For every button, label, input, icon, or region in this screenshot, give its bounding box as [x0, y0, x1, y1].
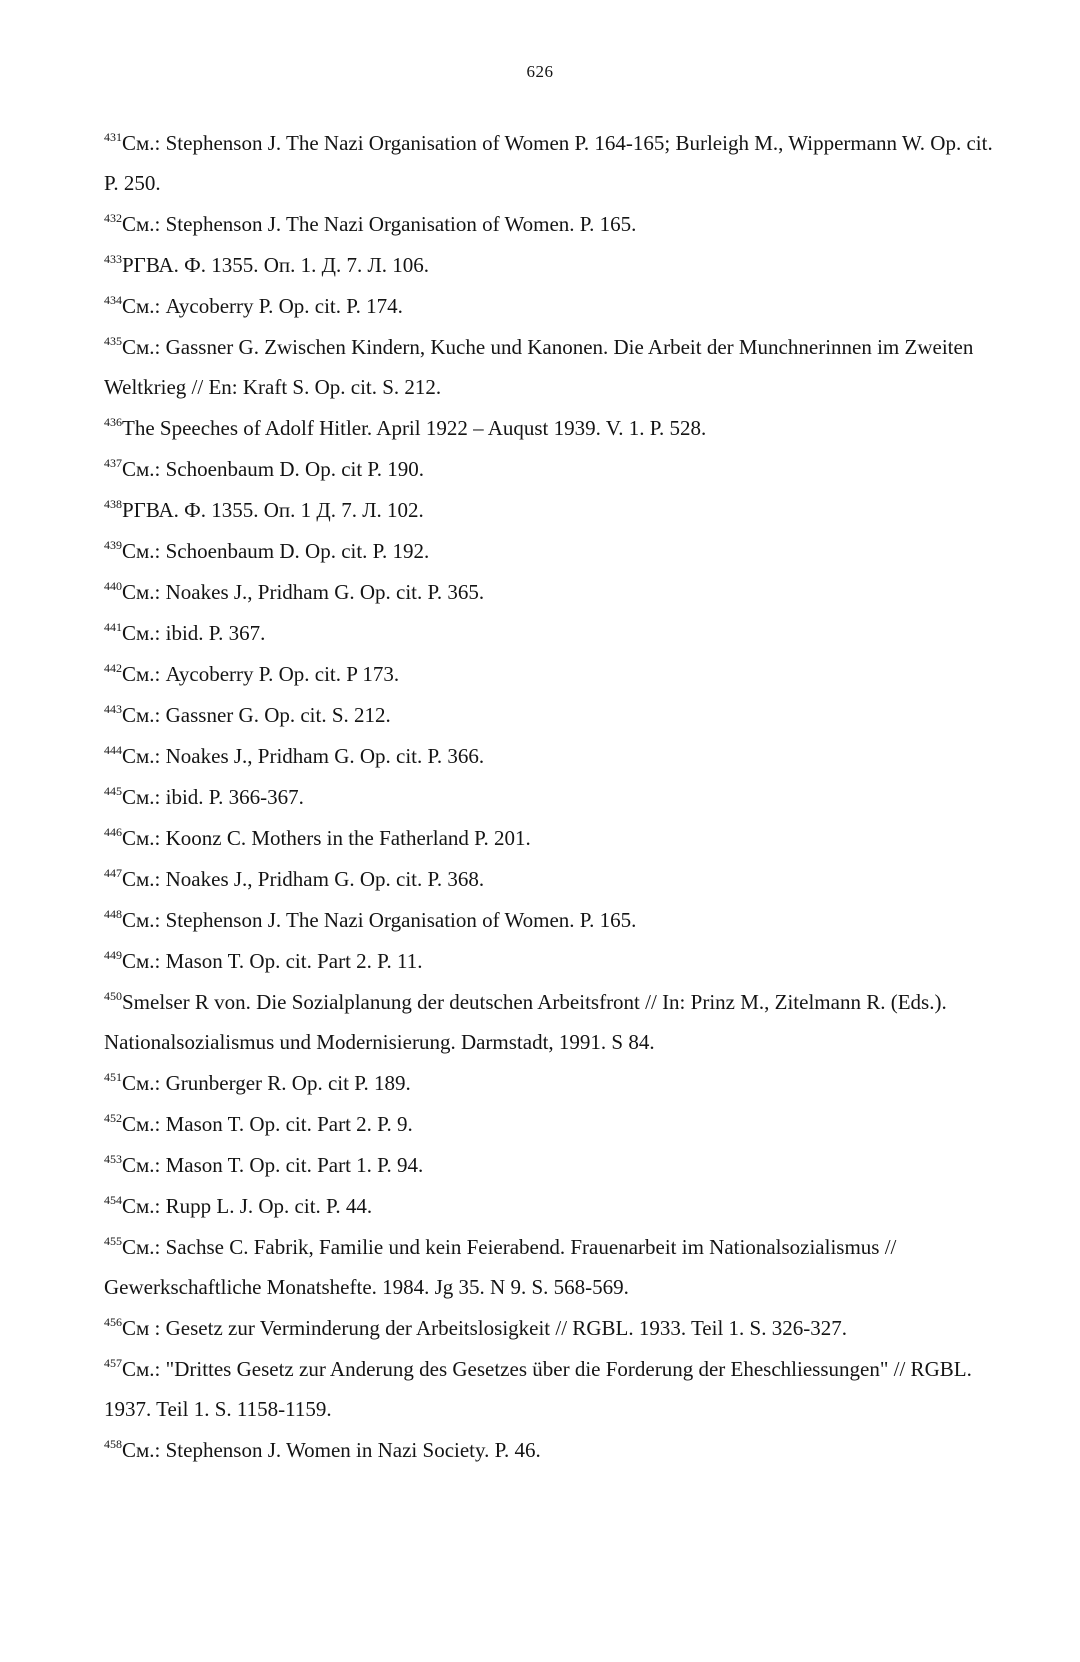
footnote-text: См.: Noakes J., Pridham G. Op. cit. P. 366. [122, 744, 485, 768]
footnote-number: 432 [104, 211, 122, 225]
footnote-text: См.: Rupp L. J. Op. cit. P. 44. [122, 1194, 373, 1218]
footnote-text: См.: Schoenbaum D. Op. cit P. 190. [122, 457, 425, 481]
footnote-number: 431 [104, 130, 122, 144]
footnote-text: См : Gesetz zur Verminderung der Arbeitslosigkeit // RGBL. 1933. Teil 1. S. 326-327. [122, 1316, 847, 1340]
footnote [104, 245, 994, 285]
footnote [104, 982, 994, 1062]
page-number: 626 [526, 62, 554, 81]
footnote-text: См.: Noakes J., Pridham G. Op. cit. P. 368. [122, 867, 485, 891]
footnote-number: 455 [104, 1234, 122, 1248]
footnote-text: См.: ibid. P. 366-367. [122, 785, 304, 809]
footnote-text: См.: Koonz C. Mothers in the Fatherland P. 201. [122, 826, 531, 850]
footnote-number: 449 [104, 948, 122, 962]
footnote-number: 436 [104, 415, 122, 429]
footnote [104, 736, 994, 776]
footnote-number: 457 [104, 1356, 122, 1370]
footnote [104, 818, 994, 858]
footnote-text: См.: Sachse C. Fabrik, Familie und kein Feierabend. Frauenarbeit im Nationalsozialismus // Gewerkschaftliche Monatshefte. 1984. Jg 35. N 9. S. 568-569. [104, 1235, 897, 1299]
footnote [104, 1063, 994, 1103]
footnote-text: См.: "Drittes Gesetz zur Anderung des Gesetzes über die Forderung der Eheschliessungen" // RGBL. 1937. Teil 1. S. 1158-1159. [104, 1357, 972, 1421]
footnote-number: 451 [104, 1070, 122, 1084]
footnote-text: См.: Aycoberry P. Op. cit. P 173. [122, 662, 400, 686]
footnote [104, 613, 994, 653]
footnote [104, 123, 994, 203]
footnote-text: См.: Mason T. Op. cit. Part 1. P. 94. [122, 1153, 424, 1177]
footnote [104, 1349, 994, 1429]
footnote-number: 453 [104, 1152, 122, 1166]
footnote-number: 438 [104, 497, 122, 511]
footnote-number: 454 [104, 1193, 122, 1207]
footnote [104, 695, 994, 735]
footnote-number: 444 [104, 743, 122, 757]
footnote-text: The Speeches of Adolf Hitler. April 1922 – Auqust 1939. V. 1. P. 528. [122, 416, 707, 440]
footnote-text: См.: Mason T. Op. cit. Part 2. P. 9. [122, 1112, 413, 1136]
footnote [104, 572, 994, 612]
footnote [104, 531, 994, 571]
footnote-number: 450 [104, 989, 122, 1003]
footnote-text: См.: Stephenson J. The Nazi Organisation of Women. P. 165. [122, 908, 637, 932]
footnote-text: РГВА. Ф. 1355. Оп. 1. Д. 7. Л. 106. [122, 253, 429, 277]
footnote-text: См.: Stephenson J. The Nazi Organisation of Women. P. 165. [122, 212, 637, 236]
footnote-text: См.: Gassner G. Zwischen Kindern, Kuche und Kanonen. Die Arbeit der Munchnerinnen im Zweiten Weltkrieg // En: Kraft S. Op. cit. S. 212. [104, 335, 974, 399]
footnote-text: См.: Stephenson J. The Nazi Organisation of Women P. 164-165; Burleigh M., Wippermann W. Op. cit. P. 250. [104, 131, 993, 195]
footnote-text: См.: Mason T. Op. cit. Part 2. P. 11. [122, 949, 423, 973]
footnote-number: 440 [104, 579, 122, 593]
footnote-number: 437 [104, 456, 122, 470]
footnote-number: 446 [104, 825, 122, 839]
footnote [104, 1145, 994, 1185]
footnote [104, 1308, 994, 1348]
footnote-list [104, 123, 994, 1470]
footnote-text: См.: Grunberger R. Op. cit P. 189. [122, 1071, 411, 1095]
footnote-number: 439 [104, 538, 122, 552]
footnote-number: 435 [104, 334, 122, 348]
footnote-number: 445 [104, 784, 122, 798]
footnote-text: РГВА. Ф. 1355. Оп. 1 Д. 7. Л. 102. [122, 498, 424, 522]
footnote-number: 456 [104, 1315, 122, 1329]
footnote-number: 452 [104, 1111, 122, 1125]
footnote [104, 1430, 994, 1470]
footnote-number: 434 [104, 293, 122, 307]
footnote [104, 859, 994, 899]
footnote-text: См.: Gassner G. Op. cit. S. 212. [122, 703, 391, 727]
footnote [104, 449, 994, 489]
footnote [104, 1227, 994, 1307]
footnote [104, 777, 994, 817]
footnote [104, 900, 994, 940]
footnote [104, 327, 994, 407]
footnote [104, 490, 994, 530]
footnote-text: См.: Stephenson J. Women in Nazi Society. P. 46. [122, 1438, 541, 1462]
footnote-text: См.: Noakes J., Pridham G. Op. cit. P. 365. [122, 580, 485, 604]
footnote-text: Smelser R von. Die Sozialplanung der deutschen Arbeitsfront // In: Prinz M., Zitelmann R. (Eds.). Nationalsozialismus und Modernisierung. Darmstadt, 1991. S 84. [104, 990, 947, 1054]
footnote [104, 941, 994, 981]
footnote-text: См.: ibid. P. 367. [122, 621, 266, 645]
footnote-number: 442 [104, 661, 122, 675]
footnote [104, 204, 994, 244]
footnote-number: 458 [104, 1437, 122, 1451]
footnote [104, 408, 994, 448]
footnote-number: 433 [104, 252, 122, 266]
footnote-number: 447 [104, 866, 122, 880]
footnote-text: См.: Aycoberry P. Op. cit. P. 174. [122, 294, 403, 318]
footnote [104, 654, 994, 694]
footnote-text: См.: Schoenbaum D. Op. cit. P. 192. [122, 539, 430, 563]
footnote-number: 441 [104, 620, 122, 634]
footnote [104, 1186, 994, 1226]
footnote-number: 443 [104, 702, 122, 716]
footnote [104, 286, 994, 326]
footnote [104, 1104, 994, 1144]
footnote-number: 448 [104, 907, 122, 921]
